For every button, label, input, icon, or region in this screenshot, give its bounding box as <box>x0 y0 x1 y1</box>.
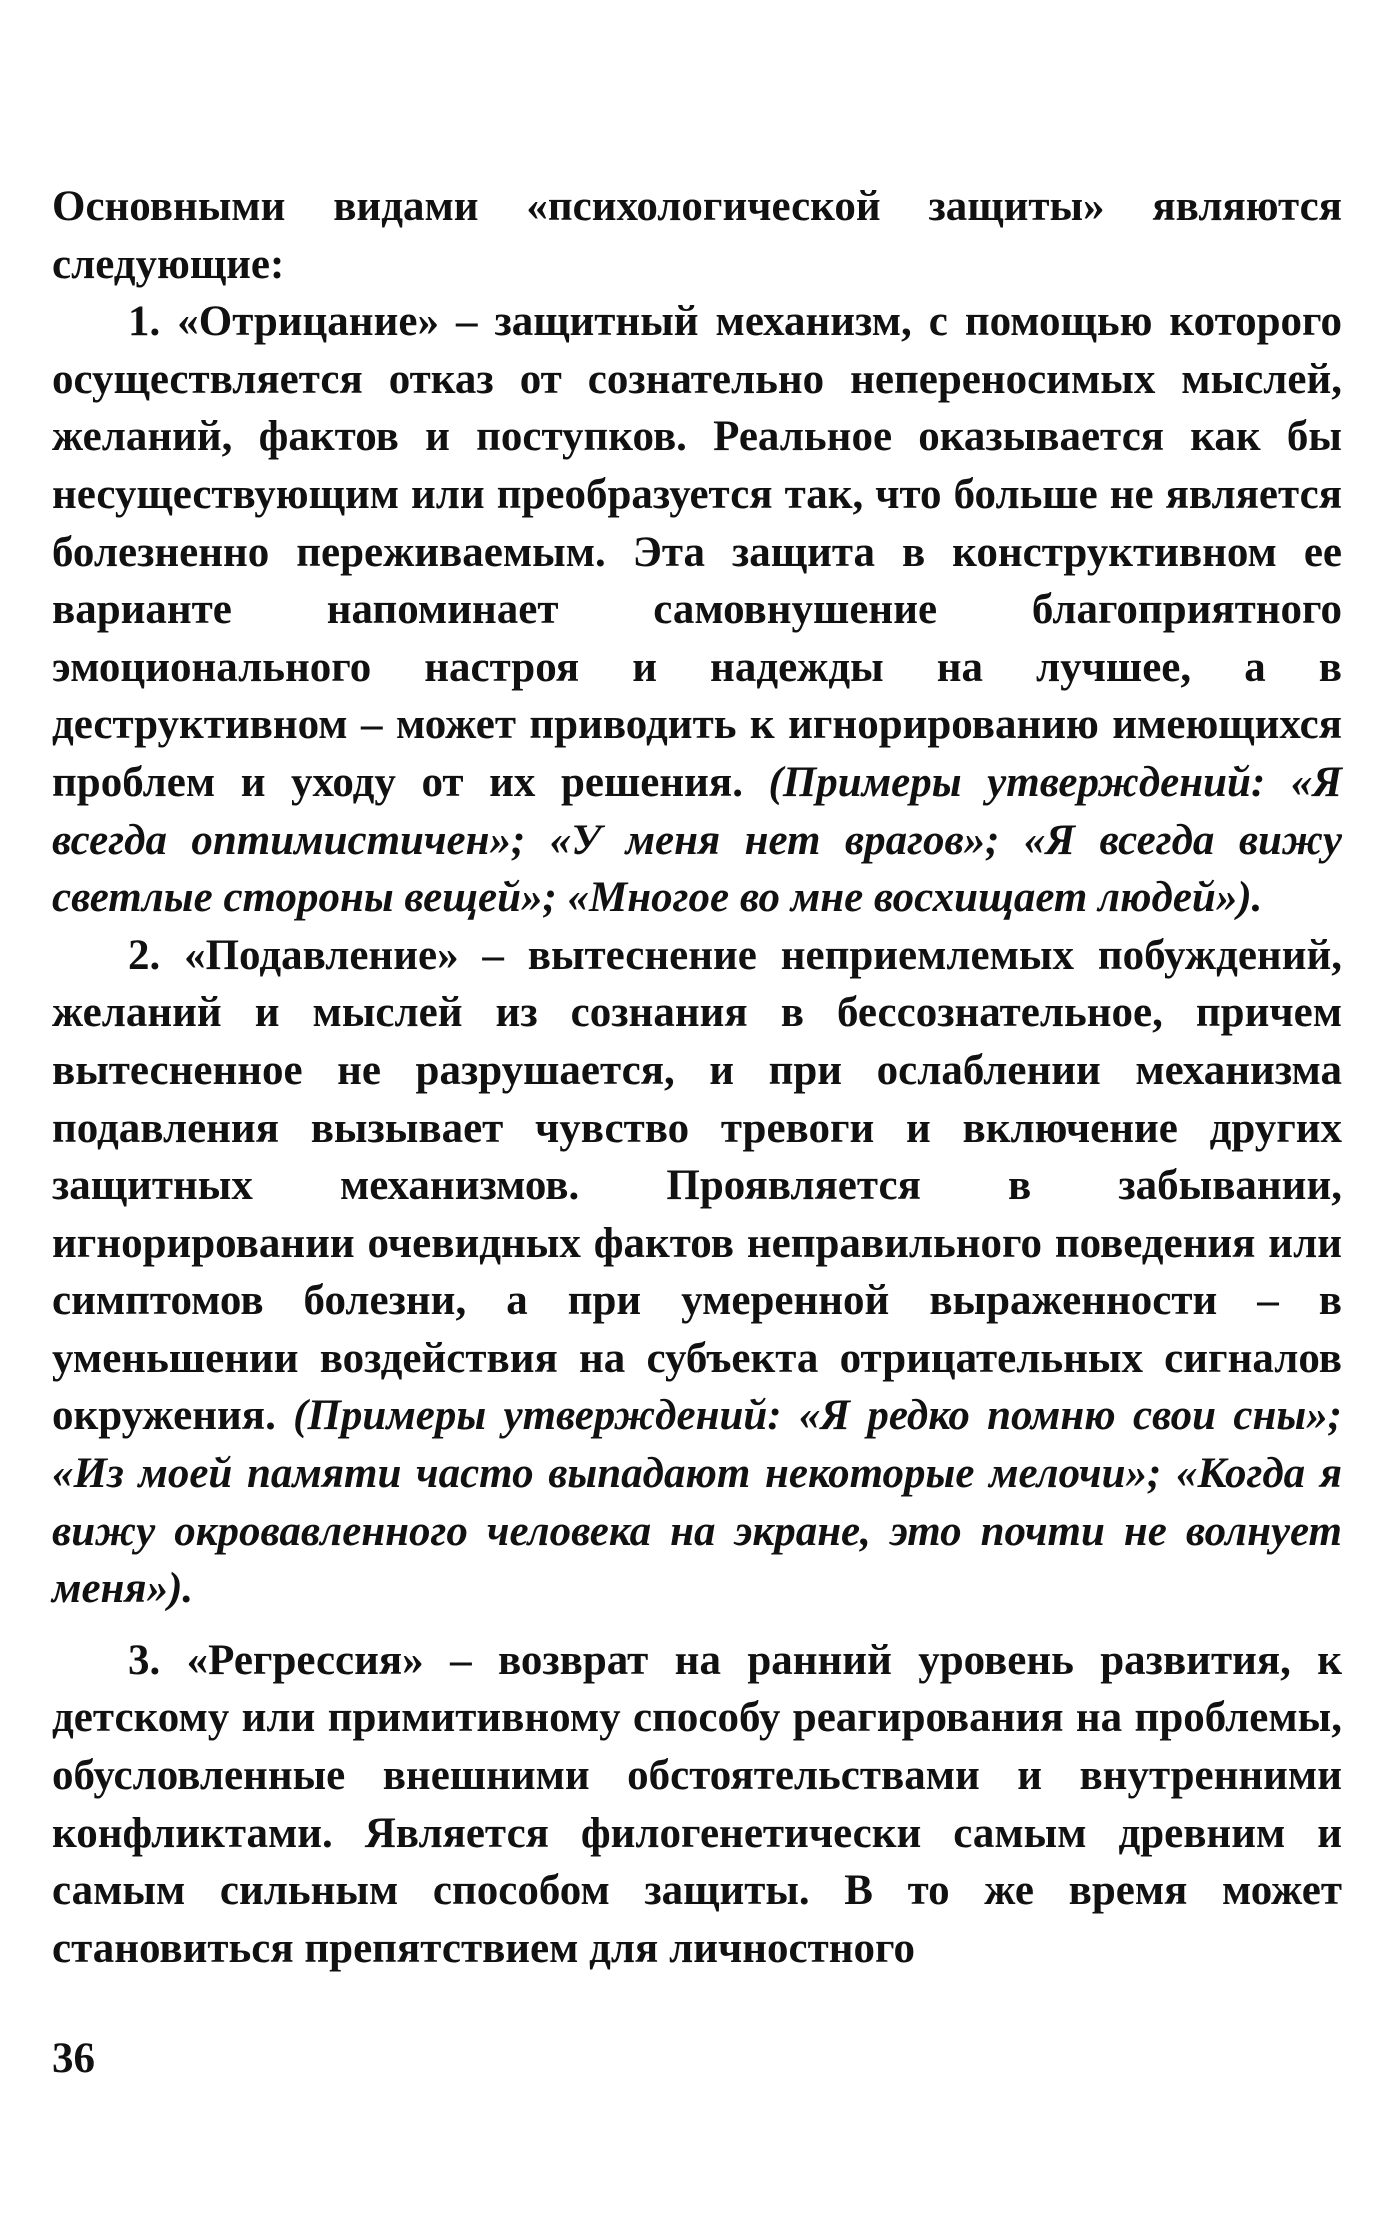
item-text: «Подавление» – вытеснение неприемлемых побуждений, желаний и мыслей из сознания в бессознательное, причем вытесненное не разрушается, и при ослаблении механизма подавления вызывает чувство тревоги и включение других защитных механизмов. Проявляется в забывании, игнорировании очевидных фактов неправильного поведения или симптомов болезни, а при умеренной выраженности – в уменьшении воздействия на субъекта отрицательных сигналов окружения. <box>52 931 1343 1440</box>
intro-paragraph: Основными видами «психологической защиты» являются следующие: <box>52 183 1342 288</box>
item-text: «Отрицание» – защитный механизм, с помощью которого осуществляется отказ от сознательно непереносимых мыслей, желаний, фактов и поступков. Реальное оказывается как бы несуществующим или преобразуется так, что больше не является болезненно переживаемым. Эта защита в конструктивном ее варианте напоминает самовнушение благоприятного эмоционального настроя и надежды на лучшее, а в деструктивном – может приводить к игнорированию имеющихся проблем и уходу от их решения. <box>52 298 1342 806</box>
item-text: «Регрессия» – возврат на ранний уровень развития, к детскому или примитивному способу реагирования на проблемы, обусловленные внешними обстоятельствами и внутренними конфликтами. Является филогенетически самым древним и самым сильным способом защиты. В то же время может становиться препятствием для личностного <box>52 1636 1343 1972</box>
page-body <box>52 178 1342 1977</box>
item-number: 1. <box>128 298 161 346</box>
item-number: 3. <box>128 1636 161 1684</box>
item-examples: (Примеры утверждений: «Я всегда оптимистичен»; «У меня нет врагов»; «Я всегда вижу светлые стороны вещей»; «Многое во мне восхищает людей»). <box>52 758 1342 922</box>
item-number: 2. <box>128 931 161 979</box>
item-examples: (Примеры утверждений: «Я редко помню свои сны»; «Из моей памяти часто выпадают некоторые мелочи»; «Когда я вижу окровавленного человека на экране, это почти не волнует меня»). <box>52 1392 1343 1613</box>
defense-item-denial <box>52 293 1342 927</box>
page-number: 36 <box>52 2035 95 2082</box>
defense-item-regression <box>52 1632 1342 1978</box>
defense-item-suppression <box>52 927 1342 1618</box>
